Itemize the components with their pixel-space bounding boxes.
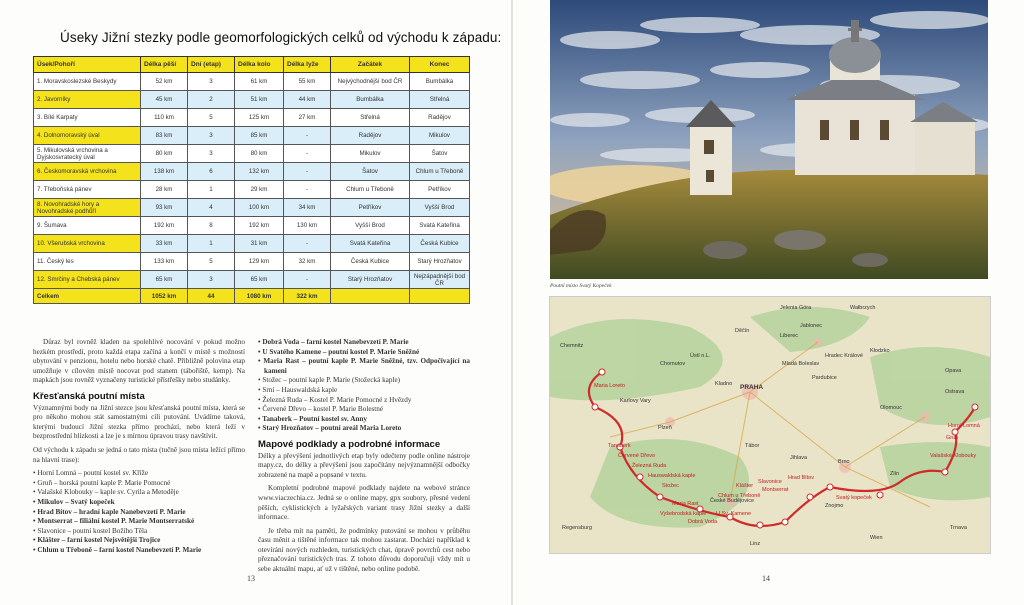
table-cell: Střelná [331,109,410,127]
col-header: Dní (etap) [188,57,235,73]
text-column-1 [33,338,245,559]
map-city-label: Kłodzko [870,348,890,354]
table-cell: 85 km [235,127,284,145]
table-cell: 5 [188,253,235,271]
table-cell: 27 km [284,109,331,127]
table-cell: Radějov [331,127,410,145]
table-cell: Nejvýchodnější bod ČR [331,73,410,91]
list-item: • Mikulov – Svatý kopeček [33,498,245,508]
text-column-2 [258,338,470,579]
table-row [34,127,470,145]
map-city-label: Zlín [890,471,900,477]
map-route-label: Červené Dřevo [618,453,655,459]
map-route-label: Maria Rast [672,501,699,507]
map-city-label: Liberec [780,333,799,339]
table-cell: 5. Mikulovská vrchovina a Dyjskosvratecký úval [34,145,141,163]
intro-paragraph: Důraz byl rovněž kladen na spolehlivé nocování v pokud možno hezkém prostředí, proto každá etapa začíná a končí v místě s možností ubytování v penzionu, hotelu nebo horské chatě. Přibližně polovina etap umožňuje v cílovém místě nocovat pod stanem (tábořiště, kemp). Na mapkách jsou rovněž vyznačeny turistické přístřešky nebo studánky. [33,338,245,385]
map-city-label: Brno [838,459,850,465]
list-item: • Maria Rast – poutní kaple P. Marie Sněžné, tzv. Odpočívající na kameni [258,357,470,376]
table-cell: 3 [188,145,235,163]
table-cell: 28 km [141,181,188,199]
list-item: • Hrad Bítov – hradní kaple Nanebevzetí P. Marie [33,508,245,518]
table-cell: 192 km [235,217,284,235]
list-item: • Chlum u Třeboně – farní kostel Nanebevzetí P. Marie [33,546,245,556]
table-cell: 1052 km [141,289,188,304]
table-cell: Česká Kubice [331,253,410,271]
table-cell: 61 km [235,73,284,91]
table-cell: 34 km [284,199,331,217]
table-cell: 8. Novohradské hory a Novohradské podhůří [34,199,141,217]
map-route-label: Chlum u Třeboně [718,493,761,499]
list-item: • Gruň – horská poutní kaple P. Marie Pomocné [33,479,245,489]
map-route-label: Tanaberk [608,443,631,449]
map-city-label: Hradec Králové [825,353,863,359]
map-city-label: Linz [750,541,761,547]
table-row [34,109,470,127]
table-cell: 4. Dolnomoravský úval [34,127,141,145]
table-cell: - [284,163,331,181]
map-route-label: Stožec [662,483,679,489]
map-city-label: Regensburg [562,525,592,531]
table-cell: 125 km [235,109,284,127]
map-route-label: Slavonice [758,479,782,485]
table-cell [331,289,410,304]
table-cell: 55 km [284,73,331,91]
map-city-label: PRAHA [740,384,764,391]
table-cell: 80 km [141,145,188,163]
map-route-label: Hrad Bítov [788,475,814,481]
map-city-label: Jihlava [790,455,808,461]
table-cell: - [284,181,331,199]
table-cell: Bumbálka [410,73,470,91]
map-route-label: Horní Lomná [948,423,980,429]
table-cell: Vyšší Brod [331,217,410,235]
section-heading-maps: Mapové podklady a podrobné informace [258,438,441,450]
list-item: • U Svatého Kamene – poutní kostel P. Marie Sněžné [258,348,470,358]
table-cell: Česká Kubice [410,235,470,253]
table-row [34,253,470,271]
col-header: Úsek/Pohoří [34,57,141,73]
table-cell: Chlum u Třeboně [410,163,470,181]
list-item: • Dobrá Voda – farní kostel Nanebevzetí P. Marie [258,338,470,348]
map-city-label: Kladno [715,381,733,387]
table-cell: 100 km [235,199,284,217]
pilgrimage-intro-list: Od východu k západu se jedná o tato místa (tučně jsou místa ležící přímo na hlavní trase): [33,445,245,464]
pilgrimage-list-continued [258,338,470,434]
maps-paragraph-1: Délky a převýšení jednotlivých etap byly odečteny podle online nástroje mapy.cz, do délky a převýšení jsou započítány nejvýznamnější odbočky zobrazené na mapě a popsané v textu. [258,451,470,479]
table-cell: Starý Hrozňatov [410,253,470,271]
table-cell: 5 [188,109,235,127]
col-header: Konec [410,57,470,73]
table-cell: 4 [188,199,235,217]
route-map [549,296,991,554]
chapel-photo [550,0,988,279]
map-city-label: Ústí n.L. [690,353,711,359]
table-cell: 8 [188,217,235,235]
table-cell: - [284,145,331,163]
table-cell: 6 [188,163,235,181]
table-cell: 12. Smrčiny a Chebská pánev [34,271,141,289]
table-cell: 11. Český les [34,253,141,271]
table-cell: Vyšší Brod [410,199,470,217]
photo-caption: Poutní místo Svatý Kopeček [550,283,612,289]
map-route-label: Železná Ruda [632,463,667,469]
pilgrimage-list [33,469,245,555]
pilgrimage-paragraph: Významnými body na Jižní stezce jsou křesťanská poutní místa, která se pro někoho mohou stát samostatnými cíli putování. Uvádíme taková, kterými budoucí Jižní stezka přímo prochází, nebo která leží v bezprostřední blízkosti a lze je s mírnou úpravou trasy navštívit. [33,403,245,441]
map-route-label: Hauswaldská kaple [648,473,696,479]
table-cell: Starý Hrozňatov [331,271,410,289]
list-item: • Valašské Klobouky – kaple sv. Cyrila a Metoděje [33,488,245,498]
table-cell: Mikulov [410,127,470,145]
table-cell: - [284,127,331,145]
route-map-illustration [550,297,990,553]
table-cell: 33 km [141,235,188,253]
map-city-label: Trnava [950,525,967,531]
map-route-label: U Sv. Kamene [716,511,752,517]
maps-paragraph-3: Je třeba mít na paměti, že podmínky putování se mohou v průběhu času měnit a tištěné informace tak mohou zastarat. Dochází například k otevírání nových rozhleden, turistických chat, úpravě povrchů cest nebo přeznačování turistických tras. Z tohoto důvodu doporučuji vždy mít u sebe aktuální mapu, ať už v tištěné, nebo online podobě. [258,526,470,574]
map-route-label: Svatý kopeček [836,495,872,501]
map-city-label: Chemnitz [560,343,584,349]
map-city-label: Pardubice [812,375,837,381]
map-city-label: Chomutov [660,361,686,367]
chapel-photo-illustration [550,0,988,279]
map-city-label: Znojmo [825,503,844,509]
table-cell: 93 km [141,199,188,217]
table-cell: Šatov [331,163,410,181]
table-cell: 80 km [235,145,284,163]
table-cell: Radějov [410,109,470,127]
col-header: Délka pěší [141,57,188,73]
page-number-left: 13 [247,574,255,583]
table-row [34,271,470,289]
col-header: Délka lyže [284,57,331,73]
map-city-label: Tábor [745,443,760,449]
table-row [34,73,470,91]
map-route-label: Valašské Klobouky [930,453,977,459]
table-cell: 110 km [141,109,188,127]
table-cell: 138 km [141,163,188,181]
table-header-row [34,57,470,73]
table-cell: 65 km [235,271,284,289]
list-item: • Srní – Hauswaldská kaple [258,386,470,396]
stages-table [33,56,470,304]
table-cell: Nejzápadnější bod ČR [410,271,470,289]
table-row [34,181,470,199]
maps-paragraph-2: Kompletní podrobné mapové podklady najdete na webové stránce www.viaczechia.cz. Jedná se o online mapy, gpx soubory, přesné vedení pěších, cyklistických a lyžařských variant trasy Jižní stezky a další informace. [258,484,470,522]
list-item: • Slavonice – poutní kostel Božího Těla [33,527,245,537]
table-cell: Petříkov [331,199,410,217]
table-cell: 192 km [141,217,188,235]
table-cell: Bumbálka [331,91,410,109]
table-cell: 45 km [141,91,188,109]
table-cell: 3 [188,127,235,145]
map-city-label: Wien [870,535,883,541]
map-route-label: Gruň [946,435,959,441]
map-city-label: Plzeň [658,425,672,431]
map-city-label: Ostrava [945,389,965,395]
table-cell: 133 km [141,253,188,271]
table-cell: Svatá Kateřina [331,235,410,253]
table-row [34,235,470,253]
table-cell: 51 km [235,91,284,109]
table-cell: 83 km [141,127,188,145]
list-item: • Starý Hrozňatov – poutní areál Maria Loreto [258,424,470,434]
map-city-label: Olomouc [880,405,903,411]
map-city-label: Mladá Boleslav [782,361,820,367]
map-city-label: České Budějovice [710,498,755,504]
table-cell: 1080 km [235,289,284,304]
table-cell: - [284,271,331,289]
page-title: Úseky Jižní stezky podle geomorfologických celků od východu k západu: [60,30,502,45]
table-cell: 7. Třeboňská pánev [34,181,141,199]
table-cell: 52 km [141,73,188,91]
table-cell [410,289,470,304]
table-cell: 1. Moravskoslezské Beskydy [34,73,141,91]
list-item: • Červené Dřevo – kostel P. Marie Bolestné [258,405,470,415]
table-cell: 1 [188,181,235,199]
table-row [34,199,470,217]
map-route-label: Dobrá Voda [688,519,718,525]
map-city-label: Jablonec [800,323,823,329]
table-row [34,217,470,235]
table-cell: 9. Šumava [34,217,141,235]
map-city-label: Wałbrzych [850,305,876,311]
table-cell: 29 km [235,181,284,199]
list-item: • Montserrat – filiální kostel P. Marie Montserratské [33,517,245,527]
table-cell: 1 [188,235,235,253]
map-city-label: Jelenia Góra [780,305,812,311]
map-route-label: Vyšebrodská kaple [660,511,707,517]
section-heading-pilgrimage: Křesťanská poutní místa [33,390,145,402]
list-item: • Tanaberk – Poutní kostel sv. Anny [258,415,470,425]
map-route-label: Montserrat [762,487,789,493]
table-cell: 130 km [284,217,331,235]
list-item: • Stožec – poutní kaple P. Marie (Stožecká kaple) [258,376,470,386]
table-cell: Mikulov [331,145,410,163]
table-cell: 2. Javorníky [34,91,141,109]
table-row [34,91,470,109]
table-cell: 3. Bílé Karpaty [34,109,141,127]
list-item: • Horní Lomná – poutní kostel sv. Kříže [33,469,245,479]
table-cell: Celkem [34,289,141,304]
table-cell: 3 [188,73,235,91]
list-item: • Klášter – farní kostel Nejsvětější Trojice [33,536,245,546]
map-city-label: Karlovy Vary [620,398,651,404]
table-cell: Chlum u Třeboně [331,181,410,199]
map-route-label: Maria Loreto [594,383,625,389]
map-route-label: Klášter [736,483,754,489]
table-cell: 129 km [235,253,284,271]
table-cell: 32 km [284,253,331,271]
map-city-label: Děčín [735,328,750,334]
table-cell: 65 km [141,271,188,289]
table-cell: 44 km [284,91,331,109]
table-cell: Šatov [410,145,470,163]
table-cell: 2 [188,91,235,109]
table-cell: - [284,235,331,253]
table-row [34,145,470,163]
table-cell: Svatá Kateřina [410,217,470,235]
table-cell: Střelná [410,91,470,109]
page-number-right: 14 [762,574,770,583]
map-city-label: Opava [945,368,962,374]
col-header: Délka kolo [235,57,284,73]
col-header: Začátek [331,57,410,73]
table-row [34,163,470,181]
list-item: • Železná Ruda – Kostel P. Marie Pomocné z Hvězdy [258,396,470,406]
table-cell: 3 [188,271,235,289]
table-cell: 322 km [284,289,331,304]
table-cell: 44 [188,289,235,304]
table-cell: 6. Českomoravská vrchovina [34,163,141,181]
table-cell: 10. Všerubská vrchovina [34,235,141,253]
table-cell: 31 km [235,235,284,253]
table-cell: Petříkov [410,181,470,199]
table-cell: 132 km [235,163,284,181]
table-total-row [34,289,470,304]
